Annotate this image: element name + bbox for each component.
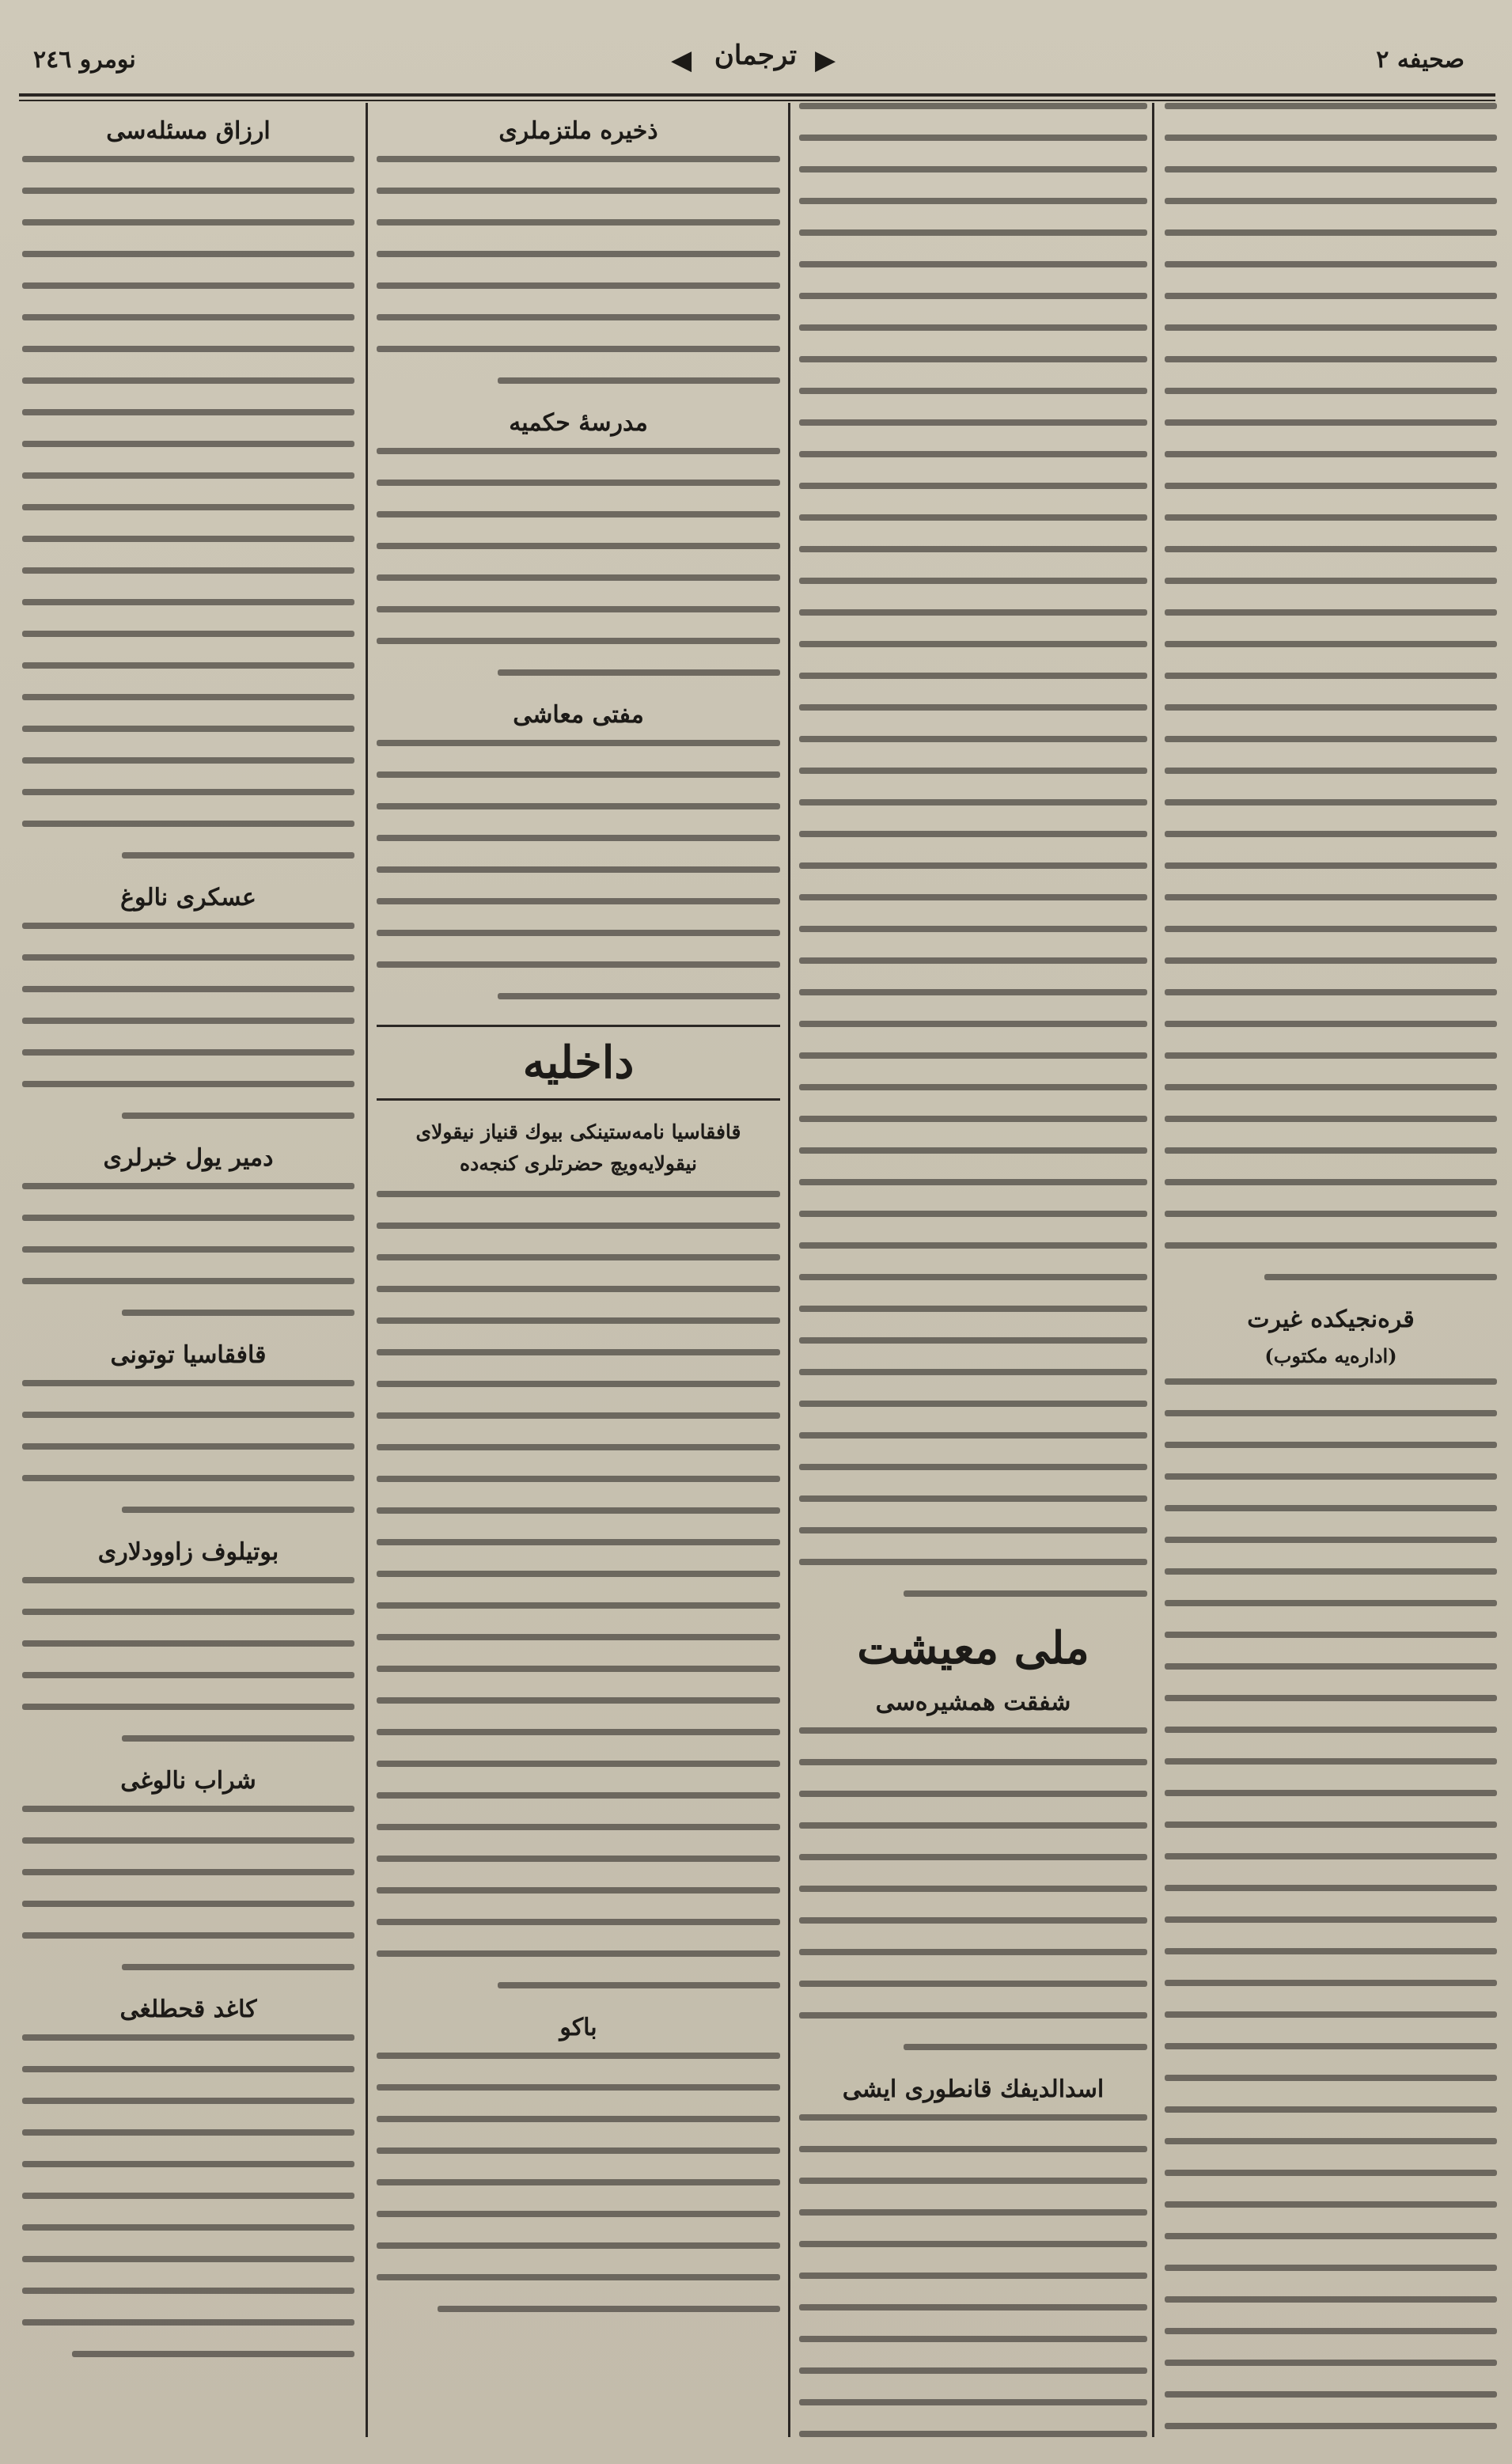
article-karasubazar [1165, 1378, 1497, 2437]
article-putilov [22, 1577, 354, 1742]
heading-askari: عسکری نالوغ [120, 884, 256, 912]
heading-milli-maishat: ملی معیشت [857, 1622, 1089, 1674]
page-label: صحیفه ٢ [1376, 46, 1465, 74]
column-1 [22, 103, 354, 2437]
column-divider [1152, 103, 1154, 2437]
article-askari [22, 923, 354, 1119]
subheading-letter: (اداره‌یه مکتوب) [1264, 1344, 1397, 1367]
heading-madrasa: مدرسهٔ حکمیه [509, 409, 648, 437]
article-asadullah [799, 2114, 1147, 2437]
heading-wine: شراب نالوغی [120, 1767, 256, 1795]
heading-shafqat: شفقت همشیره‌سی [875, 1689, 1071, 1716]
issue-number: نومرو ٢٤٦ [33, 46, 136, 74]
heading-railway: دمیر یول خبرلری [103, 1144, 274, 1172]
heading-dhakhira: ذخیره ملتزملری [498, 117, 658, 145]
article-continued [1165, 103, 1497, 1280]
column-5 [1165, 103, 1497, 2437]
article-tobacco [22, 1380, 354, 1513]
top-rule [19, 93, 1495, 97]
article-dhakhira [377, 156, 780, 384]
heading-asadullah: اسدالدیفك قانطوری ایشی [842, 2075, 1105, 2103]
masthead [0, 0, 1512, 95]
section-box [377, 1025, 780, 1101]
article-continued-2 [799, 103, 1147, 1597]
heading-putilov: بوتیلوف زاوودلاری [97, 1538, 279, 1566]
heading-tobacco: قافقاسیا توتونی [110, 1341, 267, 1369]
heading-karasubazar: قره‌نجیکده غیرت [1247, 1306, 1415, 1333]
article-grand-duke [377, 1191, 780, 1988]
article-railway [22, 1183, 354, 1316]
arrow-right-icon: ▶ [815, 44, 836, 76]
article-mufti [377, 740, 780, 999]
column-4 [799, 103, 1147, 2437]
heading-mufti: مفتی معاشی [513, 701, 644, 729]
heading-baku: باکو [559, 2014, 597, 2041]
article-arzaq [22, 156, 354, 859]
article-wine [22, 1806, 354, 1970]
arrow-left-icon: ◀ [671, 44, 692, 76]
heading-arzaq: ارزاق مسئله‌سی [106, 117, 271, 145]
paper-name: ترجمان [714, 40, 798, 71]
heading-dakhiliya: داخلیه [522, 1037, 635, 1089]
article-baku [377, 2053, 780, 2312]
heading-paper-shortage: کاغد قحطلغی [119, 1996, 257, 2023]
heading-grand-duke: قافقاسیا نامه‌ستینکی بیوك قنیاز نیقولای نیقولایه‌ویچ حضرتلری کنجه‌ده [415, 1120, 741, 1175]
article-madrasa [377, 448, 780, 676]
top-rule-thin [19, 100, 1495, 101]
column-divider [788, 103, 790, 2437]
column-3 [377, 103, 780, 2437]
column-divider [366, 103, 368, 2437]
article-shafqat [799, 1727, 1147, 2050]
article-paper-shortage [22, 2034, 354, 2357]
